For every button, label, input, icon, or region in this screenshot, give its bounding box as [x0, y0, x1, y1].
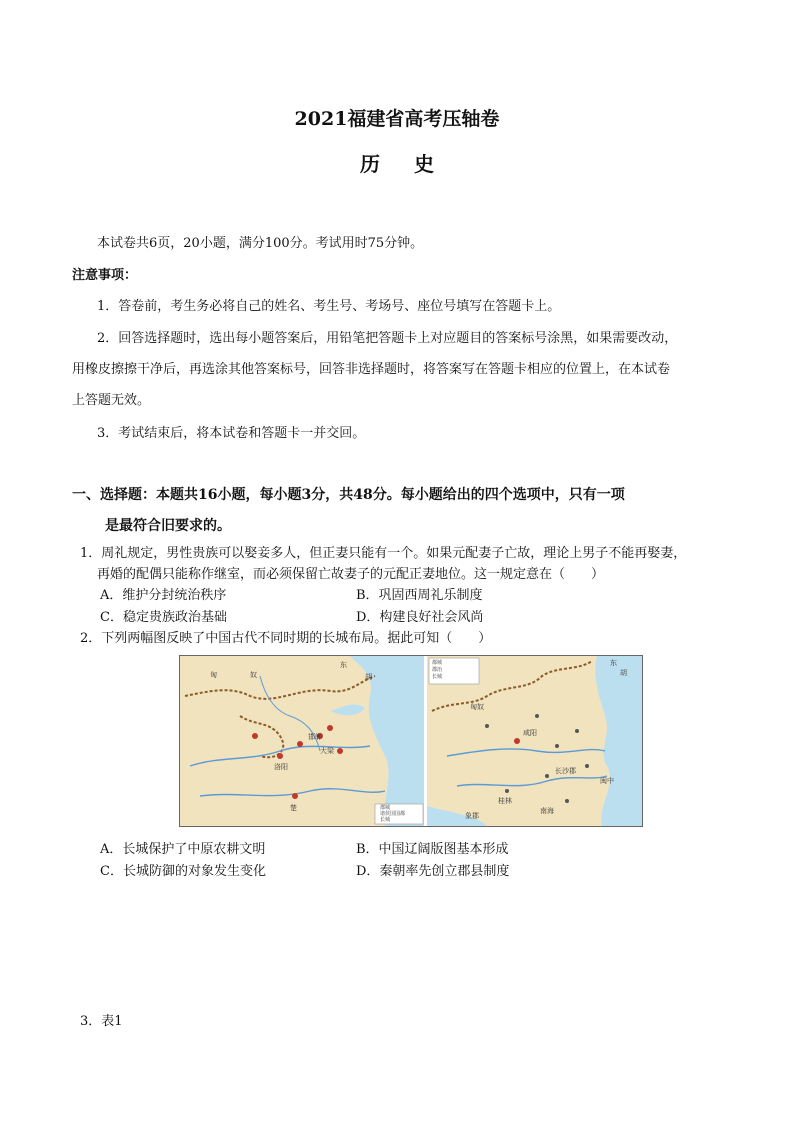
notice-item-2-line1: 2．回答选择题时，选出每小题答案后，用铅笔把答题卡上对应题目的答案标号涂黑，如果需要改动， — [97, 331, 678, 346]
notice-item-2-line3: 上答题无效。 — [72, 393, 151, 408]
great-wall-maps-figure — [179, 655, 643, 827]
map-left-legend-label: 长城 — [380, 817, 391, 823]
map-left-label: 匈 — [210, 671, 217, 679]
map-right-label: 象郡 — [465, 812, 479, 820]
question-1-stem-line2: 再婚的配偶只能称作继室，而必须保留亡故妻子的元配正妻地位。这一规定意在（ ） — [97, 567, 605, 582]
map-right-legend-label: 都城 — [432, 660, 443, 666]
map-right-legend-label: 郡治 — [432, 667, 443, 673]
qin-wall-map — [427, 656, 642, 826]
map-left-legend-label: 郡城 — [380, 805, 391, 811]
map-left-label: 东 — [340, 661, 347, 669]
map-right-label: 胡 — [620, 669, 627, 677]
exam-title: 2021福建省高考压轴卷 — [294, 108, 500, 130]
map-left-label: 奴 — [250, 671, 257, 679]
map-right-label: 匈奴 — [470, 703, 484, 711]
map-left-label: 大梁 — [320, 747, 334, 755]
warring-states-wall-map — [180, 656, 425, 826]
map-left-label: 楚 — [290, 804, 297, 812]
map-left-label: 洛阳 — [274, 763, 288, 771]
question-2-option-d: D．秦朝率先创立郡县制度 — [356, 864, 510, 879]
map-right-label: 咸阳 — [523, 729, 537, 737]
notice-item-2-line2: 用橡皮擦擦干净后，再选涂其他答案标号，回答非选择题时，将答案写在答题卡相应的位置上，在本试卷 — [72, 362, 671, 377]
question-1-stem-line1: 1．周礼规定，男性贵族可以娶妾多人，但正妻只能有一个。如果元配妻子亡故，理论上男子不能再娶妻， — [80, 546, 687, 561]
map-right-label: 长沙郡 — [555, 767, 576, 775]
notice-item-3: 3．考试结束后，将本试卷和答题卡一并交回。 — [97, 426, 366, 441]
map-left-label: 胡 — [365, 673, 372, 681]
map-right-label: 闽中 — [600, 777, 614, 785]
map-right-label: 桂林 — [498, 797, 512, 805]
question-3-stem: 3．表1 — [80, 1014, 123, 1029]
question-1-option-a: A．维护分封统治秩序 — [100, 588, 227, 603]
subject-title: 历史 — [360, 152, 468, 176]
map-right-label: 东 — [610, 659, 617, 667]
section-heading-line1: 一、选择题：本题共16小题，每小题3分，共48分。每小题给出的四个选项中，只有一项 — [72, 487, 625, 503]
question-1-option-b: B．巩固西周礼乐制度 — [356, 588, 483, 603]
question-1-option-c: C．稳定贵族政治基础 — [100, 610, 227, 625]
question-2-stem: 2．下列两幅图反映了中国古代不同时期的长城布局。据此可知（ ） — [80, 631, 492, 646]
section-heading-line2: 是最符合旧要求的。 — [105, 518, 231, 534]
map-right-legend-label: 长城 — [432, 674, 443, 680]
map-left-label: 邯郸 — [308, 733, 322, 741]
map-left-legend-label: 诸侯国国都 — [380, 811, 406, 817]
question-1-option-d: D．构建良好社会风尚 — [356, 610, 484, 625]
notice-heading: 注意事项： — [72, 268, 138, 283]
question-2-option-c: C．长城防御的对象发生变化 — [100, 864, 266, 879]
notice-item-1: 1．答卷前，考生务必将自己的姓名、考生号、考场号、座位号填写在答题卡上。 — [97, 299, 561, 314]
question-2-option-a: A．长城保护了中原农耕文明 — [100, 842, 266, 857]
exam-overview: 本试卷共6页，20小题，满分100分。考试用时75分钟。 — [97, 236, 424, 251]
question-2-option-b: B．中国辽阔版图基本形成 — [356, 842, 509, 857]
map-right-label: 南海 — [540, 807, 554, 815]
